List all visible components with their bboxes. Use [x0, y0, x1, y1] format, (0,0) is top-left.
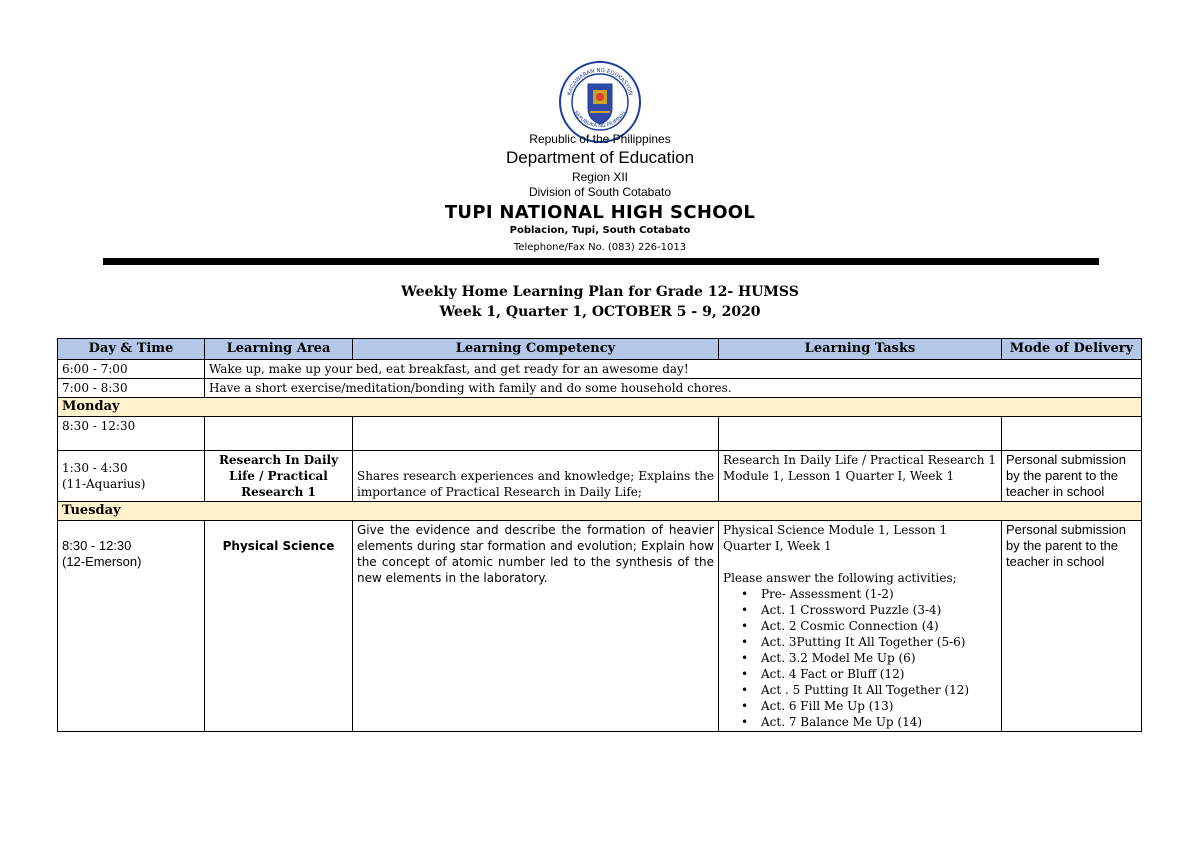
slot-tasks — [719, 521, 1002, 732]
slot-time — [58, 521, 205, 732]
tasks-module: Physical Science Module 1, Lesson 1 Quarter I, Week 1 — [723, 523, 948, 553]
list-item: • Act. 3Putting It All Together (5-6) — [747, 634, 997, 650]
slot-section: (11-Aquarius) — [62, 477, 146, 491]
table-row — [58, 360, 1142, 379]
header-learning-tasks: Learning Tasks — [719, 339, 1002, 360]
header-day-time: Day & Time — [58, 339, 205, 360]
list-item: • Pre- Assessment (1-2) — [747, 586, 997, 602]
slot-time-range: 1:30 - 4:30 — [62, 461, 128, 475]
seal-text-bottom: REPUBLIKA NG PILIPINAS — [572, 110, 628, 130]
republic-line: Republic of the Philippines — [529, 132, 671, 146]
list-item: • Act. 2 Cosmic Connection (4) — [747, 618, 997, 634]
department-line: Department of Education — [505, 148, 695, 167]
tasks-spacer — [723, 554, 997, 570]
day-label: Monday — [58, 398, 1142, 417]
school-address: Poblacion, Tupi, South Cotabato — [509, 225, 691, 236]
slot-area: Research In Daily Life / Practical Research 1 — [205, 451, 353, 502]
routine-time: 6:00 - 7:00 — [58, 360, 205, 379]
slot-tasks: Research In Daily Life / Practical Research 1 Module 1, Lesson 1 Quarter I, Week 1 — [719, 451, 1002, 502]
header-learning-area: Learning Area — [205, 339, 353, 360]
table-row — [58, 417, 1142, 451]
activity-list — [723, 586, 997, 730]
day-row-tuesday — [58, 502, 1142, 521]
list-item: • Act. 7 Balance Me Up (14) — [747, 714, 997, 730]
region-line: Region XII — [571, 170, 629, 184]
slot-mode: Personal submission by the parent to the teacher in school — [1002, 521, 1142, 732]
slot-mode: Personal submission by the parent to the teacher in school — [1002, 451, 1142, 502]
slot-time-range: 8:30 - 12:30 — [62, 538, 132, 553]
day-row-monday — [58, 398, 1142, 417]
school-phone: Telephone/Fax No. (083) 226-1013 — [513, 242, 687, 253]
list-item: • Act. 4 Fact or Bluff (12) — [747, 666, 997, 682]
list-item: • Act. 6 Fill Me Up (13) — [747, 698, 997, 714]
school-name: TUPI NATIONAL HIGH SCHOOL — [444, 202, 756, 223]
slot-competency: Give the evidence and describe the formation of heavier elements during star formation and evolution; Explain how the concept of atomic number led to the synthesis of the new elements in the laboratory. — [353, 521, 719, 732]
header-learning-competency: Learning Competency — [353, 339, 719, 360]
table-row — [58, 521, 1142, 732]
plan-title: Weekly Home Learning Plan for Grade 12- HUMSS — [401, 284, 799, 300]
slot-competency: Shares research experiences and knowledge; Explains the importance of Practical Research in Daily Life; — [353, 451, 719, 502]
slot-tasks — [719, 417, 1002, 451]
routine-time: 7:00 - 8:30 — [58, 379, 205, 398]
table-row — [58, 379, 1142, 398]
header-mode-of-delivery: Mode of Delivery — [1002, 339, 1142, 360]
routine-text: Have a short exercise/meditation/bonding with family and do some household chores. — [205, 379, 1142, 398]
list-item: • Act. 3.2 Model Me Up (6) — [747, 650, 997, 666]
day-label: Tuesday — [58, 502, 1142, 521]
header-divider — [103, 258, 1099, 265]
list-item: • Act . 5 Putting It All Together (12) — [747, 682, 997, 698]
tasks-prompt: Please answer the following activities; — [723, 571, 957, 585]
learning-plan-table — [57, 338, 1142, 732]
slot-time: 8:30 - 12:30 — [58, 417, 205, 451]
table-header-row — [58, 339, 1142, 360]
routine-text: Wake up, make up your bed, eat breakfast, and get ready for an awesome day! — [205, 360, 1142, 379]
seal-text-top: KAGAWARAN NG EDUKASYON — [566, 67, 634, 97]
slot-time — [58, 451, 205, 502]
plan-subtitle: Week 1, Quarter 1, OCTOBER 5 - 9, 2020 — [439, 304, 761, 320]
slot-area — [205, 417, 353, 451]
slot-section: (12-Emerson) — [62, 554, 142, 569]
slot-competency — [353, 417, 719, 451]
slot-mode — [1002, 417, 1142, 451]
table-row — [58, 451, 1142, 502]
division-line: Division of South Cotabato — [528, 185, 672, 199]
list-item: • Act. 1 Crossword Puzzle (3-4) — [747, 602, 997, 618]
slot-area: Physical Science — [205, 521, 353, 732]
